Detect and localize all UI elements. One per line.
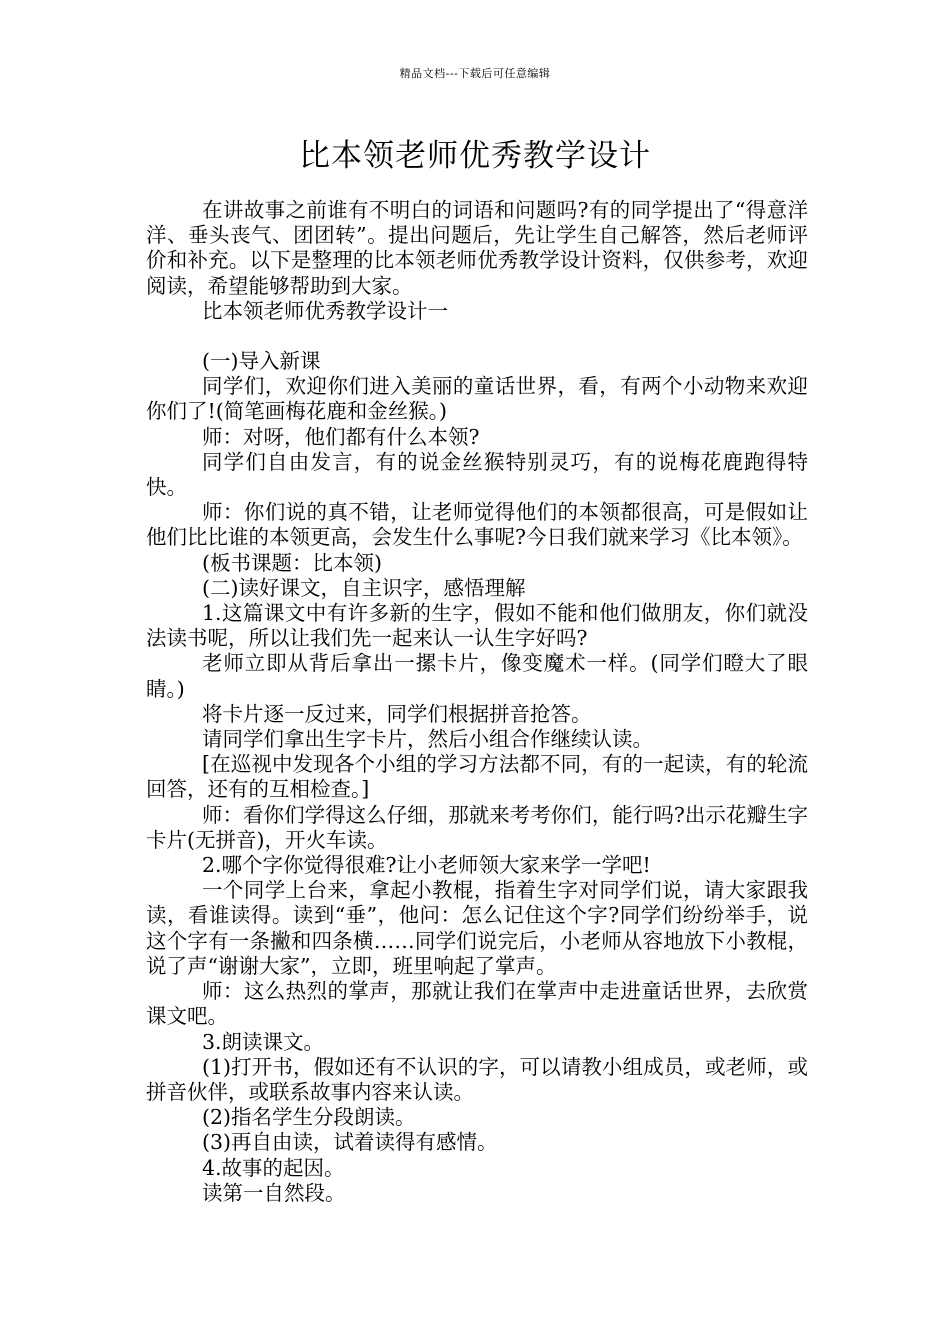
paragraph: 同学们自由发言，有的说金丝猴特别灵巧，有的说梅花鹿跑得特快。 [146,449,808,500]
paragraph: 同学们，欢迎你们进入美丽的童话世界，看，有两个小动物来欢迎你们了!(简笔画梅花鹿和金丝猴。) [146,374,808,424]
paragraph: [在巡视中发现各个小组的学习方法都不同，有的一起读，有的轮流回答，还有的互相检查。] [146,752,808,802]
paragraph: 3.朗读课文。 [202,1029,325,1054]
paragraph: 老师立即从背后拿出一摞卡片，像变魔术一样。(同学们瞪大了眼睛。) [146,651,808,701]
section-heading: 比本领老师优秀教学设计一 [202,298,448,323]
paragraph: (1)打开书，假如还有不认识的字，可以请教小组成员，或老师，或拼音伙伴，或联系故事内容来认读。 [146,1054,808,1104]
paragraph: 师：这么热烈的掌声，那就让我们在掌声中走进童话世界，去欣赏课文吧。 [146,979,808,1029]
paragraph: 1.这篇课文中有许多新的生字，假如不能和他们做朋友，你们就没法读书呢，所以让我们先一起来认一认生字好吗? [146,601,808,651]
document-title: 比本领老师优秀教学设计 [299,138,651,174]
paragraph: 师：对呀，他们都有什么本领? [202,424,480,449]
paragraph: 师：看你们学得这么仔细，那就来考考你们，能行吗?出示花瓣生字卡片(无拼音)，开火车读。 [146,802,808,852]
blank-line [146,324,808,349]
section-heading: (二)读好课文，自主识字，感悟理解 [202,575,526,600]
paragraph: 将卡片逐一反过来，同学们根据拼音抢答。 [202,701,592,726]
paragraph: 2.哪个字你觉得很难?让小老师领大家来学一学吧! [202,853,651,878]
paragraph: 读第一自然段。 [202,1180,346,1205]
page-header: 精品文档---下载后可任意编辑 [399,67,551,80]
paragraph: 师：你们说的真不错，让老师觉得他们的本领都很高，可是假如让他们比比谁的本领更高，会发生什么事呢?今日我们就来学习《比本领》。 [146,500,808,550]
paragraph: (3)再自由读，试着读得有感情。 [202,1130,498,1155]
paragraph: 一个同学上台来，拿起小教棍，指着生字对同学们说，请大家跟我读，看谁读得。读到“垂”，他问：怎么记住这个字?同学们纷纷举手，说这个字有一条撇和四条横……同学们说完后，小老师从容地放下小教棍，说了声“谢谢大家”，立即，班里响起了掌声。 [146,878,808,978]
paragraph: (板书课题：比本领) [202,550,382,575]
section-heading: (一)导入新课 [202,349,321,374]
paragraph: 在讲故事之前谁有不明白的词语和问题吗?有的同学提出了“得意洋洋、垂头丧气、团团转”。提出问题后，先让学生自己解答，然后老师评价和补充。以下是整理的比本领老师优秀教学设计资料，仅供参考，欢迎阅读，希望能够帮助到大家。 [146,198,808,298]
paragraph: (2)指名学生分段朗读。 [202,1105,416,1130]
paragraph: 4.故事的起因。 [202,1155,345,1180]
paragraph: 请同学们拿出生字卡片，然后小组合作继续认读。 [202,727,653,752]
document-body [146,198,808,1206]
